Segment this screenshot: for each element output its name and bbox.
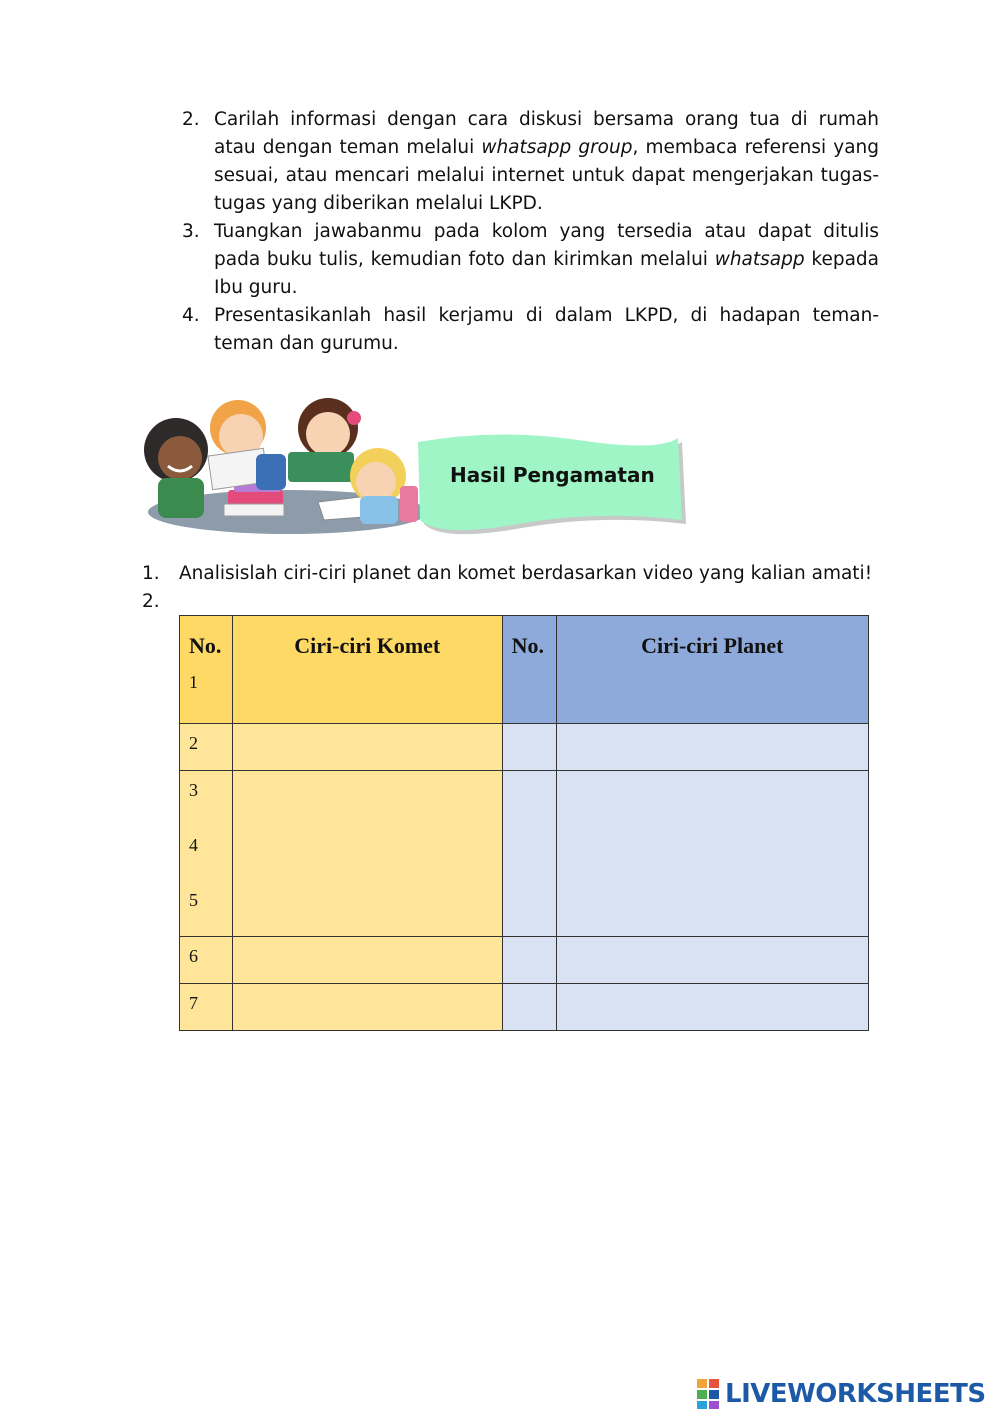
row-number: 2	[189, 733, 198, 753]
question-1	[142, 561, 872, 587]
liveworksheets-logo-icon	[697, 1379, 721, 1409]
planet-no-cell	[502, 937, 556, 984]
row-number: 6	[189, 946, 198, 966]
komet-answer-cell[interactable]	[232, 724, 502, 771]
logo-text: LIVEWORKSHEETS	[725, 1379, 986, 1409]
table-header-row	[180, 616, 869, 724]
question-2	[142, 589, 179, 615]
instruction-text: Carilah informasi dengan cara diskusi bersama orang tua di rumah atau dengan teman melalui whatsapp group, membaca referensi yang sesuai, atau mencari melalui internet untuk dapat mengerjakan tugas-tugas yang diberikan melalui LKPD.	[214, 109, 879, 214]
table-row	[180, 937, 869, 984]
instruction-item	[182, 218, 879, 302]
planet-no-cell	[502, 724, 556, 771]
planet-no-cell	[502, 771, 556, 937]
question-text: Analisislah ciri-ciri planet dan komet berdasarkan video yang kalian amati!	[179, 563, 873, 584]
column-header-no-2: No.	[511, 633, 545, 658]
komet-no-header-cell	[180, 616, 233, 724]
instruction-number: 2.	[182, 109, 200, 130]
column-header-planet: Ciri-ciri Planet	[641, 633, 784, 658]
column-header-komet: Ciri-ciri Komet	[294, 633, 441, 658]
komet-no-cell	[180, 771, 233, 937]
question-number: 1.	[142, 563, 160, 584]
ciri-ciri-table	[179, 615, 869, 1031]
komet-answer-cell[interactable]	[232, 771, 502, 937]
row-number: 5	[189, 890, 198, 910]
row-number: 7	[189, 993, 198, 1013]
instruction-item	[182, 302, 879, 358]
table-row	[180, 984, 869, 1031]
instruction-text: Tuangkan jawabanmu pada kolom yang tersedia atau dapat ditulis pada buku tulis, kemudian foto dan kirimkan melalui whatsapp kepada Ibu guru.	[214, 221, 879, 298]
liveworksheets-logo	[697, 1378, 986, 1410]
komet-no-cell	[180, 937, 233, 984]
komet-no-cell	[180, 984, 233, 1031]
planet-answer-cell[interactable]	[556, 937, 868, 984]
row-number: 1	[189, 672, 198, 692]
question-number: 2.	[142, 591, 160, 612]
komet-answer-cell[interactable]	[232, 984, 502, 1031]
instruction-number: 4.	[182, 305, 200, 326]
instruction-number: 3.	[182, 221, 200, 242]
instructions-list	[182, 106, 879, 358]
planet-header-cell[interactable]	[556, 616, 868, 724]
planet-no-header-cell	[502, 616, 556, 724]
table-row	[180, 771, 869, 937]
komet-answer-cell[interactable]	[232, 937, 502, 984]
planet-answer-cell[interactable]	[556, 771, 868, 937]
table-row	[180, 724, 869, 771]
planet-no-cell	[502, 984, 556, 1031]
column-header-no: No.	[189, 633, 222, 658]
planet-answer-cell[interactable]	[556, 984, 868, 1031]
banner-title: Hasil Pengamatan	[450, 463, 655, 487]
instruction-item	[182, 106, 879, 218]
instruction-text: Presentasikanlah hasil kerjamu di dalam LKPD, di hadapan teman-teman dan gurumu.	[214, 305, 879, 354]
row-number: 3	[189, 780, 198, 800]
row-number: 4	[189, 835, 198, 855]
komet-header-cell[interactable]	[232, 616, 502, 724]
planet-answer-cell[interactable]	[556, 724, 868, 771]
komet-no-cell	[180, 724, 233, 771]
